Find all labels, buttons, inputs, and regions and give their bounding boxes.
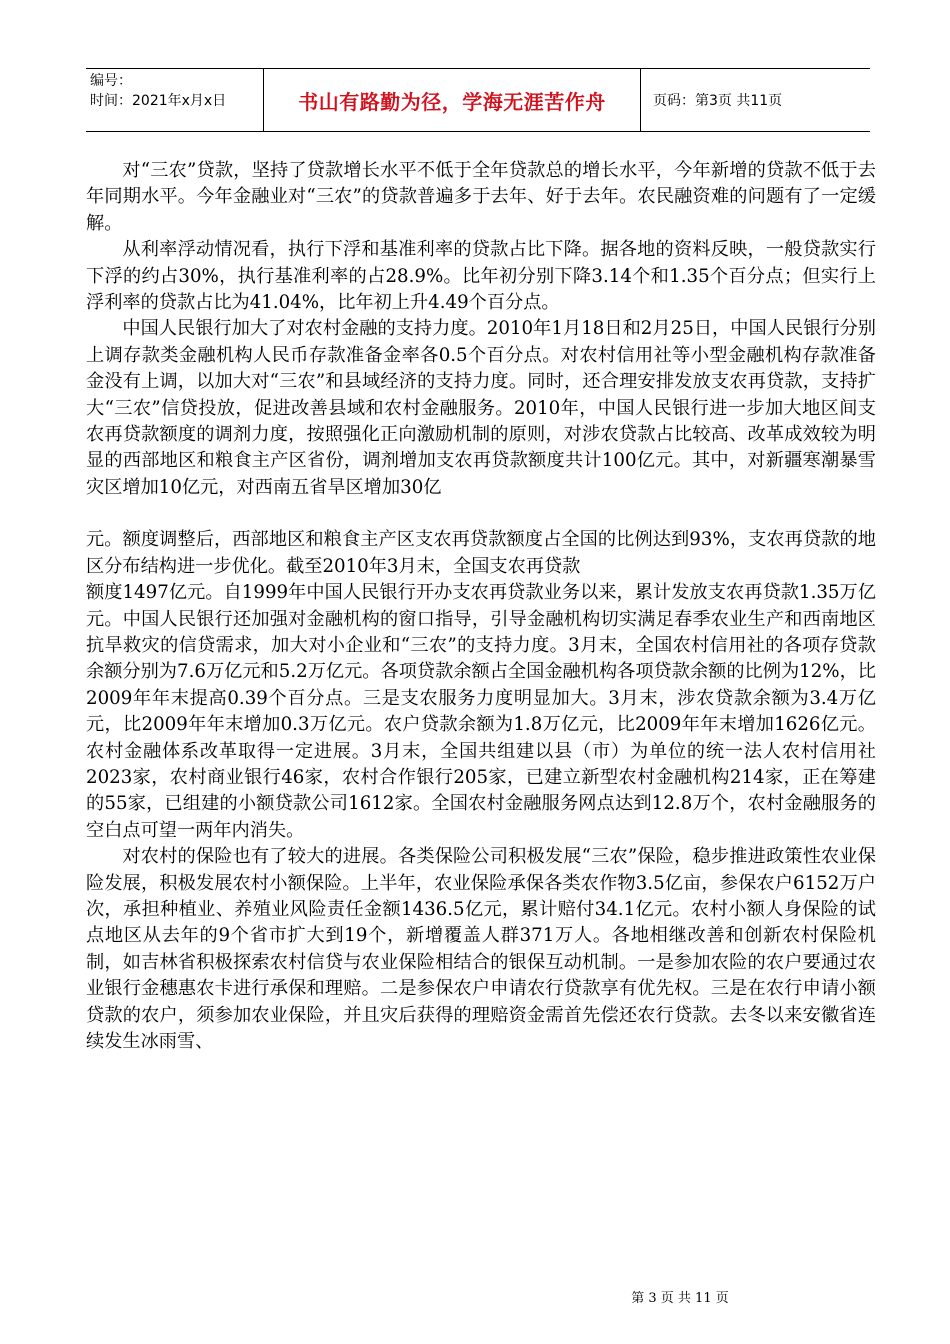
paragraph: 对“三农”贷款，坚持了贷款增长水平不低于全年贷款总的增长水平，今年新增的贷款不低于去年同期水平。今年金融业对“三农”的贷款普遍多于去年、好于去年。农民融资难的问题有了一定缓解。 <box>86 160 876 234</box>
header-page-info: 页码：第3页 共11页 <box>653 93 783 109</box>
header-motto: 书山有路勤为径，学海无涯苦作舟 <box>264 69 641 131</box>
paragraph: 元。额度调整后，西部地区和粮食主产区支农再贷款额度占全国的比例达到93%，支农再贷款的地区分布结构进一步优化。截至2010年3月末，全国支农再贷款 <box>86 529 876 577</box>
document-body <box>86 158 876 1055</box>
page-footer: 第 3 页 共 11 页 <box>631 1291 729 1306</box>
page-break-gap <box>86 501 876 527</box>
document-date: 时间：2021年x月x日 <box>90 93 227 109</box>
page-header <box>86 68 870 132</box>
paragraph: 从利率浮动情况看，执行下浮和基准利率的贷款占比下降。据各地的资料反映，一般贷款实行下浮的约占30%，执行基准利率的占28.9%。比年初分别下降3.14个和1.35个百分点；但实行上浮利率的贷款占比为41.04%，比年初上升4.49个百分点。 <box>86 239 876 314</box>
paragraph: 额度1497亿元。自1999年中国人民银行开办支农再贷款业务以来，累计发放支农再贷款1.35万亿元。中国人民银行还加强对金融机构的窗口指导，引导金融机构切实满足春季农业生产和西南地区抗旱救灾的信贷需求，加大对小企业和“三农”的支持力度。3月末，全国农村信用社的各项存贷款余额分别为7.6万亿元和5.2万亿元。各项贷款余额占全国金融机构各项贷款余额的比例为12%，比2009年年末提高0.39个百分点。三是支农服务力度明显加大。3月末，涉农贷款余额为3.4万亿元，比2009年年末增加0.3万亿元。农户贷款余额为1.8万亿元，比2009年年末增加1626亿元。农村金融体系改革取得一定进展。3月末，全国共组建以县（市）为单位的统一法人农村信用社2023家，农村商业银行46家，农村合作银行205家，已建立新型农村金融机构214家，正在筹建的55家，已组建的小额贷款公司1612家。全国农村金融服务网点达到12.8万个，农村金融服务的空白点可望一两年内消失。 <box>86 582 876 841</box>
header-meta <box>86 69 264 131</box>
paragraph: 对农村的保险也有了较大的进展。各类保险公司积极发展“三农”保险，稳步推进政策性农业保险发展，积极发展农村小额保险。上半年，农业保险承保各类农作物3.5亿亩，参保农户6152万户次，承担种植业、养殖业风险责任金额1436.5亿元，累计赔付34.1亿元。农村小额人身保险的试点地区从去年的9个省市扩大到19个，新增覆盖人群371万人。各地相继改善和创新农村保险机制，如吉林省积极探索农村信贷与农业保险相结合的银保互动机制。一是参加农险的农户要通过农业银行金穗惠农卡进行承保和理赔。二是参保农户申请农行贷款享有优先权。三是在农行申请小额贷款的农户，须参加农业保险，并且灾后获得的理赔资金需首先偿还农行贷款。去冬以来安徽省连续发生冰雨雪、 <box>86 846 876 1052</box>
paragraph: 中国人民银行加大了对农村金融的支持力度。2010年1月18日和2月25日，中国人民银行分别上调存款类金融机构人民币存款准备金率各0.5个百分点。对农村信用社等小型金融机构存款准备金没有上调，以加大对“三农”和县域经济的支持力度。同时，还合理安排发放支农再贷款，支持扩大“三农”信贷投放，促进改善县域和农村金融服务。2010年，中国人民银行进一步加大地区间支农再贷款额度的调剂力度，按照强化正向激励机制的原则，对涉农贷款占比较高、改革成效较为明显的西部地区和粮食主产区省份，调剂增加支农再贷款额度共计100亿元。其中，对新疆寒潮暴雪灾区增加10亿元，对西南五省旱区增加30亿 <box>86 318 876 498</box>
document-number-label: 编号： <box>90 73 132 89</box>
